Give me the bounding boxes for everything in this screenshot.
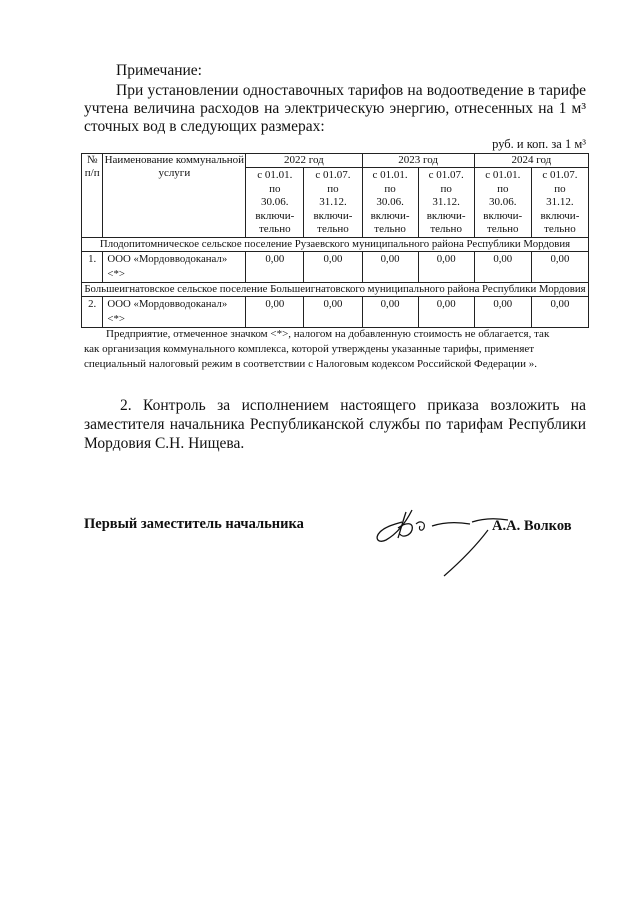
footnote-line-1: Предприятие, отмеченное значком <*>, налогом на добавленную стоимость не облагается, так: [106, 328, 550, 340]
table-row: [82, 296, 589, 327]
period-header: с 01.07. по 31.12. включи- тельно: [418, 168, 474, 238]
point2-line-1: 2. Контроль за исполнением настоящего приказа возложить на: [120, 397, 586, 414]
row-org: ООО «Мордовводоканал» <*>: [103, 296, 246, 327]
row-value: 0,00: [304, 296, 362, 327]
footnote-line-3: специальный налоговый режим в соответствии с Налоговым кодексом Российской Федерации ».: [84, 358, 537, 370]
signatory-position: Первый заместитель начальника: [84, 516, 304, 532]
row-value: 0,00: [418, 251, 474, 282]
row-value: 0,00: [362, 296, 418, 327]
region-row: Большеигнатовское сельское поселение Большеигнатовского муниципального района Республики Мордовия: [82, 282, 589, 296]
handwritten-signature: [372, 488, 542, 588]
row-value: 0,00: [362, 251, 418, 282]
units-label: руб. и коп. за 1 м³: [492, 137, 586, 151]
point-2-paragraph: [84, 396, 586, 453]
row-org: ООО «Мордовводоканал» <*>: [103, 251, 246, 282]
period-header: с 01.01. по 30.06. включи- тельно: [474, 168, 531, 238]
note-line-3: сточных вод в следующих размерах:: [84, 118, 325, 135]
table-row: [82, 251, 589, 282]
row-num: 1.: [82, 251, 103, 282]
header-year-2022: 2022 год: [246, 154, 362, 168]
header-name: Наименование коммунальной услуги: [103, 154, 246, 238]
row-value: 0,00: [531, 251, 588, 282]
note-line-1: При установлении одноставочных тарифов на водоотведение в тарифе: [116, 82, 586, 99]
region-row: Плодопитомническое сельское поселение Рузаевского муниципального района Республики Мордовия: [82, 237, 589, 251]
row-value: 0,00: [246, 296, 304, 327]
signatory-name: А.А. Волков: [492, 518, 572, 534]
header-year-2024: 2024 год: [474, 154, 588, 168]
row-value: 0,00: [304, 251, 362, 282]
note-title: Примечание:: [116, 62, 202, 79]
header-year-2023: 2023 год: [362, 154, 474, 168]
row-value: 0,00: [474, 251, 531, 282]
point2-line-3: Мордовия С.Н. Нищева.: [84, 435, 245, 452]
row-value: 0,00: [418, 296, 474, 327]
point2-line-2: заместителя начальника Республиканской службы по тарифам Республики: [84, 416, 586, 433]
note-line-2: учтена величина расходов на электрическую энергию, отнесенных на 1 м³: [84, 100, 586, 117]
period-header: с 01.07. по 31.12. включи- тельно: [531, 168, 588, 238]
tariff-table: [81, 153, 589, 328]
footnote: [84, 327, 586, 372]
row-value: 0,00: [531, 296, 588, 327]
note-paragraph: [84, 82, 586, 136]
footnote-line-2: как организация коммунального комплекса, которой утверждены указанные тарифы, применяет: [84, 343, 535, 355]
period-header: с 01.01. по 30.06. включи- тельно: [246, 168, 304, 238]
row-value: 0,00: [246, 251, 304, 282]
period-header: с 01.07. по 31.12. включи- тельно: [304, 168, 362, 238]
header-num: № п/п: [82, 154, 103, 238]
row-value: 0,00: [474, 296, 531, 327]
period-header: с 01.01. по 30.06. включи- тельно: [362, 168, 418, 238]
row-num: 2.: [82, 296, 103, 327]
